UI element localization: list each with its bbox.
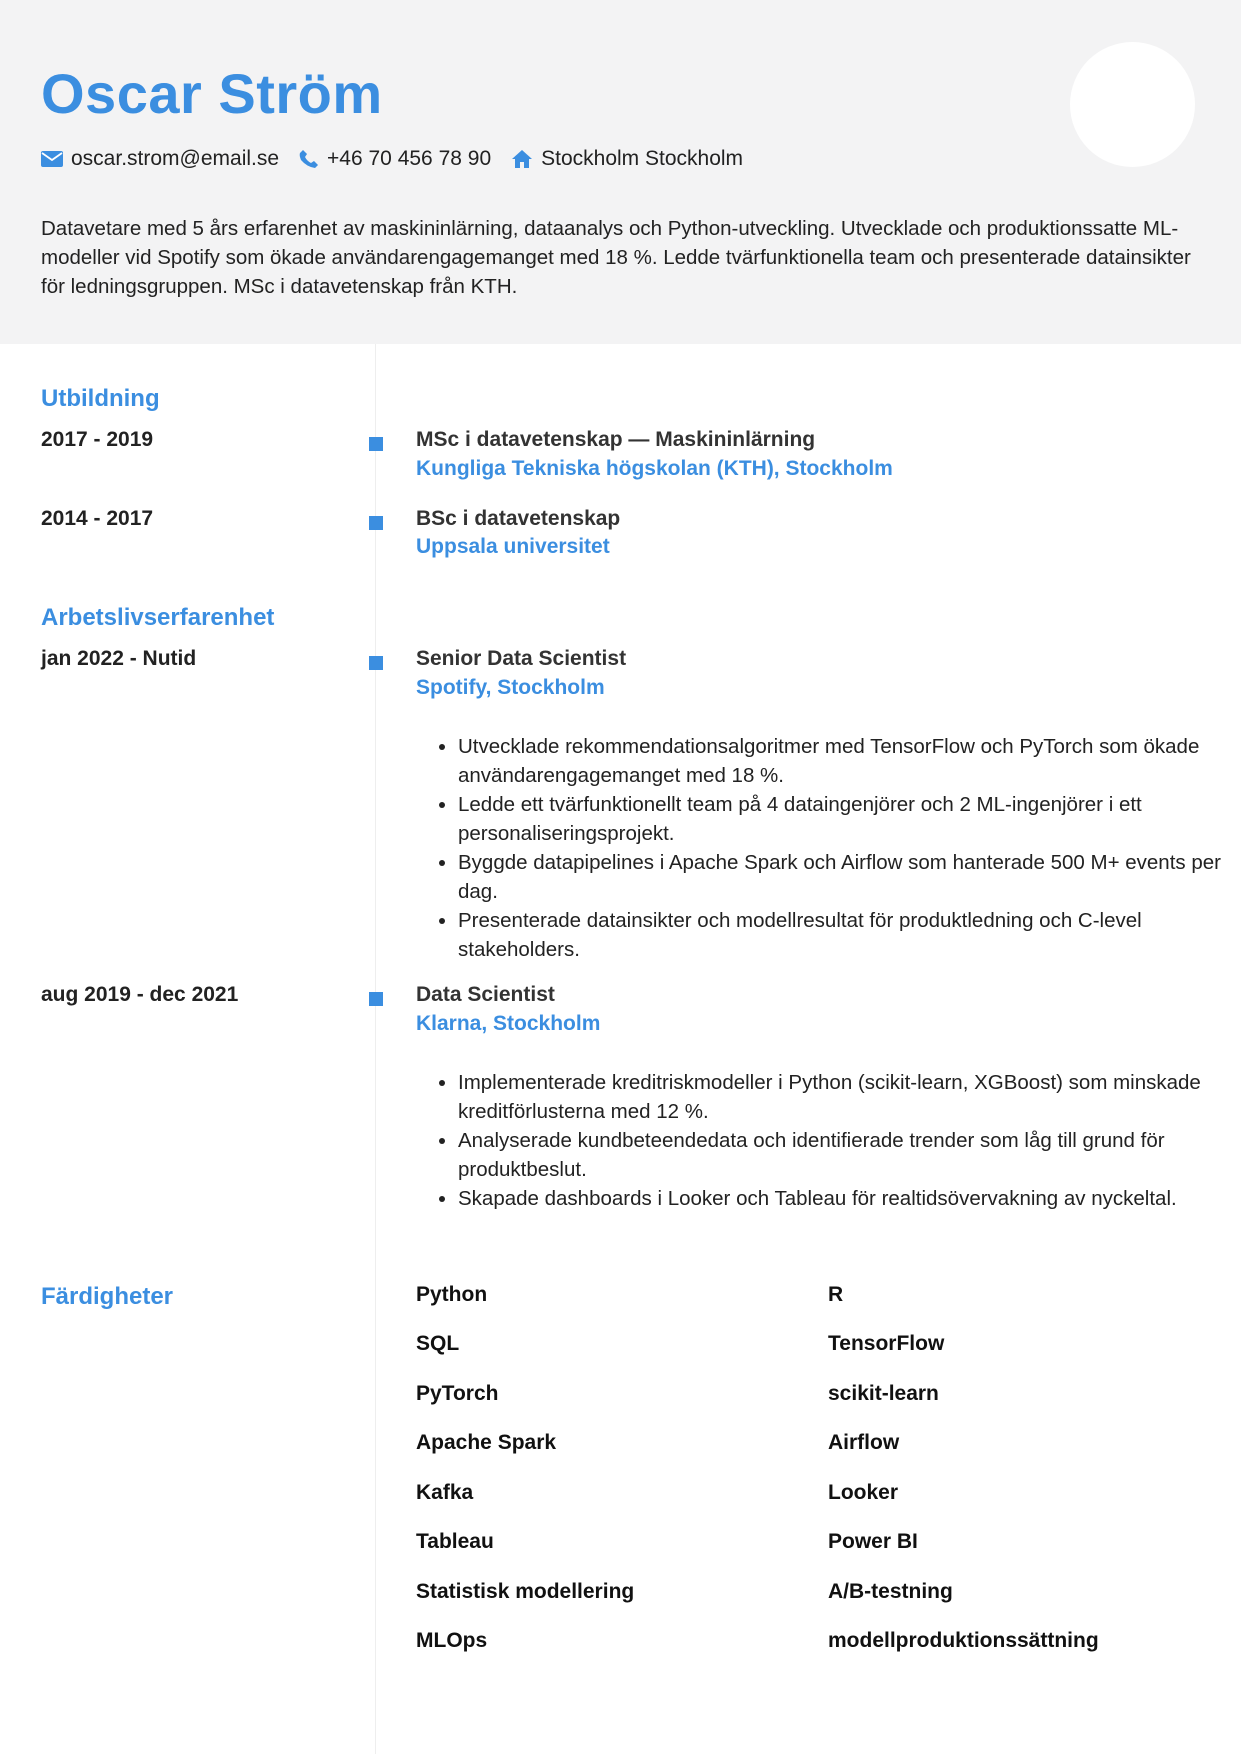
envelope-icon (41, 151, 63, 167)
skill-item: Kafka (416, 1481, 474, 1504)
timeline-marker (369, 516, 383, 530)
company-name: Klarna, Stockholm (416, 1012, 601, 1035)
header (0, 0, 1241, 344)
list-item: • Presenterade datainsikter och modellresultat för produktledning och C-level stakeholders. (458, 906, 1238, 964)
job-title: Senior Data Scientist (416, 647, 627, 670)
entry-date: aug 2019 - dec 2021 (41, 983, 239, 1006)
skill-item: TensorFlow (828, 1332, 945, 1355)
skill-item: Apache Spark (416, 1431, 557, 1454)
list-item: • Utvecklade rekommendationsalgoritmer med TensorFlow och PyTorch som ökade användarengagemanget med 18 %. (458, 732, 1238, 790)
candidate-name: Oscar Ström (41, 62, 383, 125)
job-bullets (416, 1068, 1238, 1213)
contact-info (41, 144, 763, 174)
contact-location (511, 147, 743, 171)
phone-icon (299, 149, 319, 169)
skill-item: Power BI (828, 1530, 918, 1553)
skill-item: R (828, 1283, 844, 1306)
skill-item: Statistisk modellering (416, 1580, 635, 1603)
skill-item: SQL (416, 1332, 460, 1355)
profile-summary: Datavetare med 5 års erfarenhet av maskininlärning, dataanalys och Python-utveckling. Utvecklade och produktionssatte ML-modeller vid Spotify som ökade användarengagemanget med 18 %. Ledde tvärfunktionella team och presenterade datainsikter för ledningsgruppen. MSc i datavetenskap från KTH. (41, 217, 1191, 298)
column-divider (375, 344, 376, 1754)
skill-item: Python (416, 1283, 488, 1306)
list-item: • Implementerade kreditriskmodeller i Python (scikit-learn, XGBoost) som minskade kreditförlusterna med 12 %. (458, 1068, 1238, 1126)
skill-item: PyTorch (416, 1382, 499, 1405)
degree-title: MSc i datavetenskap — Maskininlärning (416, 428, 816, 451)
entry-date: 2014 - 2017 (41, 507, 154, 530)
entry-date: 2017 - 2019 (41, 428, 154, 451)
education-heading: Utbildning (41, 385, 160, 412)
phone-text[interactable]: +46 70 456 78 90 (327, 147, 492, 170)
job-title: Data Scientist (416, 983, 555, 1006)
skill-item: scikit-learn (828, 1382, 939, 1405)
entry-date: jan 2022 - Nutid (41, 647, 197, 670)
school-name: Kungliga Tekniska högskolan (KTH), Stockholm (416, 457, 893, 480)
skill-item: Airflow (828, 1431, 900, 1454)
list-item: • Byggde datapipelines i Apache Spark och Airflow som hanterade 500 M+ events per dag. (458, 848, 1238, 906)
experience-heading: Arbetslivserfarenhet (41, 604, 275, 631)
timeline-marker (369, 437, 383, 451)
degree-title: BSc i datavetenskap (416, 507, 621, 530)
school-name: Uppsala universitet (416, 535, 610, 558)
profile-photo (1070, 42, 1195, 167)
skill-item: A/B-testning (828, 1580, 953, 1603)
skills-heading: Färdigheter (41, 1283, 174, 1310)
list-item: • Ledde ett tvärfunktionellt team på 4 dataingenjörer och 2 ML-ingenjörer i ett personaliseringsprojekt. (458, 790, 1238, 848)
skill-item: Looker (828, 1481, 899, 1504)
email-text[interactable]: oscar.strom@email.se (71, 147, 280, 170)
list-item: • Skapade dashboards i Looker och Tableau för realtidsövervakning av nyckeltal. (458, 1184, 1238, 1213)
location-text: Stockholm Stockholm (541, 147, 744, 170)
contact-email (41, 147, 279, 171)
timeline-marker (369, 656, 383, 670)
skill-item: MLOps (416, 1629, 488, 1652)
skill-item: modellproduktionssättning (828, 1629, 1099, 1652)
company-name: Spotify, Stockholm (416, 676, 605, 699)
skill-item: Tableau (416, 1530, 494, 1553)
contact-phone (299, 147, 491, 171)
home-icon (511, 149, 533, 169)
job-bullets (416, 732, 1238, 964)
timeline-marker (369, 992, 383, 1006)
list-item: • Analyserade kundbeteendedata och identifierade trender som låg till grund för produktbeslut. (458, 1126, 1238, 1184)
